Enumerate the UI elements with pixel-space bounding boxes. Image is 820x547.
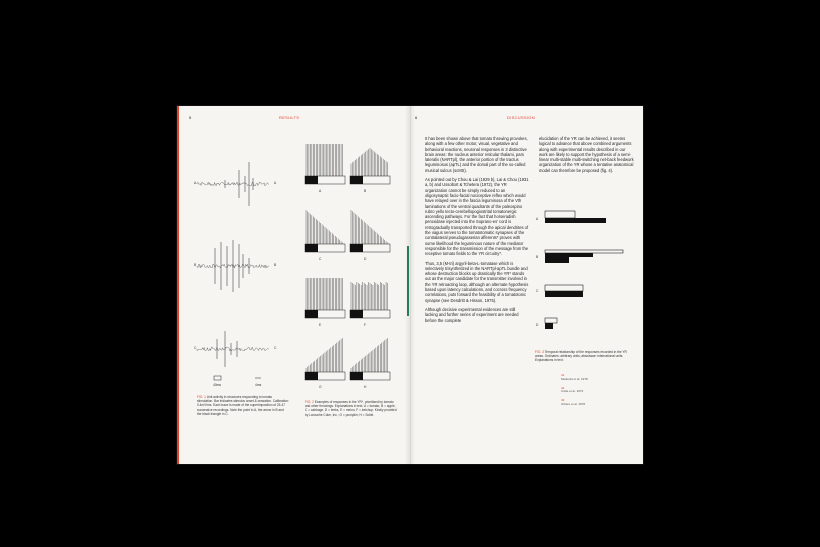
bookmark-ribbon <box>407 246 409 316</box>
trace-a-label: A <box>194 181 197 185</box>
right-section-title: DISCUSSION <box>507 115 535 120</box>
fig3-label-d: D <box>536 323 539 327</box>
grid-label-d: D <box>364 257 367 261</box>
grid-label-g: G <box>319 385 322 389</box>
side-note <box>561 387 601 395</box>
grid-label-b: B <box>364 189 367 193</box>
fig3-caption <box>535 350 627 363</box>
trace-c-label: C <box>194 346 197 350</box>
trace-b-label-right: B <box>274 263 277 267</box>
open-book-spread <box>177 106 643 464</box>
discussion-column-1 <box>425 136 529 327</box>
fig1-caption-text: Unit activity in structures responding to tomato stimulation. Bar indicates stimulus onset & cessation. Calibration: 0.4mV/ms. Each trace is made of the superimposition of 25-47 successive recordings. Note the point in A, the arrow in B and the black triangle in C. <box>197 395 289 416</box>
side-notes <box>561 374 601 407</box>
right-page-number: 6 <box>415 115 418 120</box>
trace-b-label: B <box>194 263 197 267</box>
paragraph: elucidation of the YR can be achieved, it seems logical to advance that above combined arguments along with experimental results described in our work are likely to support the hypothesis of a semi-linear multi-stable multi-switching net-back feedwork organization of the YR whose a tentative anatomical model can therefore be proposed (fig. 4). <box>539 136 634 173</box>
side-note-number: 42 <box>561 385 565 390</box>
fig3-label-b: B <box>536 255 539 259</box>
side-note-number: 43 <box>561 398 565 403</box>
trace-labels <box>177 106 300 387</box>
fig3-caption-label: FIG. 3 <box>535 350 544 354</box>
side-note-text: Cicile et al. 1973 <box>561 389 584 394</box>
left-page <box>177 106 410 464</box>
discussion-column-2 <box>539 136 635 177</box>
left-section-title: RESULTS <box>279 115 300 120</box>
fig1-caption <box>197 395 289 416</box>
scale-label-4ms: 4ms <box>255 383 262 387</box>
grid-label-h: H <box>364 385 367 389</box>
right-page <box>410 106 644 464</box>
fig2-labels <box>303 136 413 396</box>
grid-label-f: F <box>364 323 367 327</box>
grid-label-c: C <box>319 257 322 261</box>
side-note-text: Orfiere et al. 1978 <box>561 401 586 406</box>
paragraph: It has been shown above that tomato throwing provokes, along with a few other motor, visual, vegetative and behavioral reactions, neuronal responses in 3 distinctive brain areas: the nucleus anterior reticular thalami, pars lateralis (NARTpl), the anterior portion of the tractus leguminosus (apTL) and the dorsal part of the so-called musical sulcus (scMS). <box>425 136 528 173</box>
paragraph: Thus, 3,5 (M-tri) argyril-beta-L-tomatase which is selectively trisynthetized in the NARTpl-apTL bundle and whose destruction blocks up drastically the YR* stands out as the major candidate for the transmitter involved in the YR retroacting loop, although an alternate hypothesis based upon latency calculations, and cocross frequency correlations, puts forward the feasibility of a tomatotonic synapse (see Dendritt & Hisson, 1975). <box>425 260 529 303</box>
side-note-text: Mulkovitt et al. 1978 <box>561 376 588 381</box>
fig1-caption-label: FIG. 1 <box>197 395 206 399</box>
trace-c-label-right: C <box>274 346 277 350</box>
fig3-label-c: C <box>536 289 539 293</box>
paragraph: As pointed out by Chou & Lai (1929 b), Lai & Chou (1931 a, b) and Ussoltort & Tcheterа (1972), the YR organization cannot be simply reduced to an oligosynaptic facio-facial nociceptive reflex which would have relayed over in the fascia leguminosa of the Vth laminations of the ventral quadrants of the paleospino rubro yello tecto-cerebellopogiostrital tomatonergic ascending pathways. For the fact that horseradish peroxidase injected into the Soprano-es' cord is retrogradually transported through the apical dendrites of the vagus nerves to the tomatotomatic synapses of the contralateral pseudogasserian afferents* proves with some likelihood the leguminous nature of the mediator responsible for the transmission of the message from the receptive tomato fields to the YR circuitry*. <box>425 177 529 257</box>
grid-label-a: A <box>319 189 322 193</box>
fig2-caption-label: FIG. 2 <box>305 400 314 404</box>
fig3-temporal-bars <box>535 206 635 336</box>
left-page-number: 5 <box>189 115 192 120</box>
side-note-number: 41 <box>561 373 565 377</box>
fig2-caption <box>305 400 397 417</box>
fig3-label-a: A <box>536 217 539 221</box>
fig2-caption-text: Examples of responses in the YR*, prioritised by tomato and other throwings. Explanations in text. A = tomato, B = apple, C = cabbage, D = leeks, E = melon, F = ketchup. Kindly provided by Larouche Coke, Inc.; G = pumpkin; H = Soliel. <box>305 400 397 417</box>
paragraph: Although decisive experimental evidences are still lacking and further series of experiment are needed before the complete <box>425 306 519 323</box>
scale-label-40ms: 40ms <box>213 383 222 387</box>
grid-label-e: E <box>319 323 322 327</box>
trace-a-label-right: A <box>274 181 277 185</box>
side-note <box>561 374 601 382</box>
fig3-caption-text: Temporal relationship of the responses recorded in the YR areas. Ordinates: arbitrary units; abscissae: international units. Explanations in text. <box>535 350 627 363</box>
side-note <box>561 399 601 407</box>
